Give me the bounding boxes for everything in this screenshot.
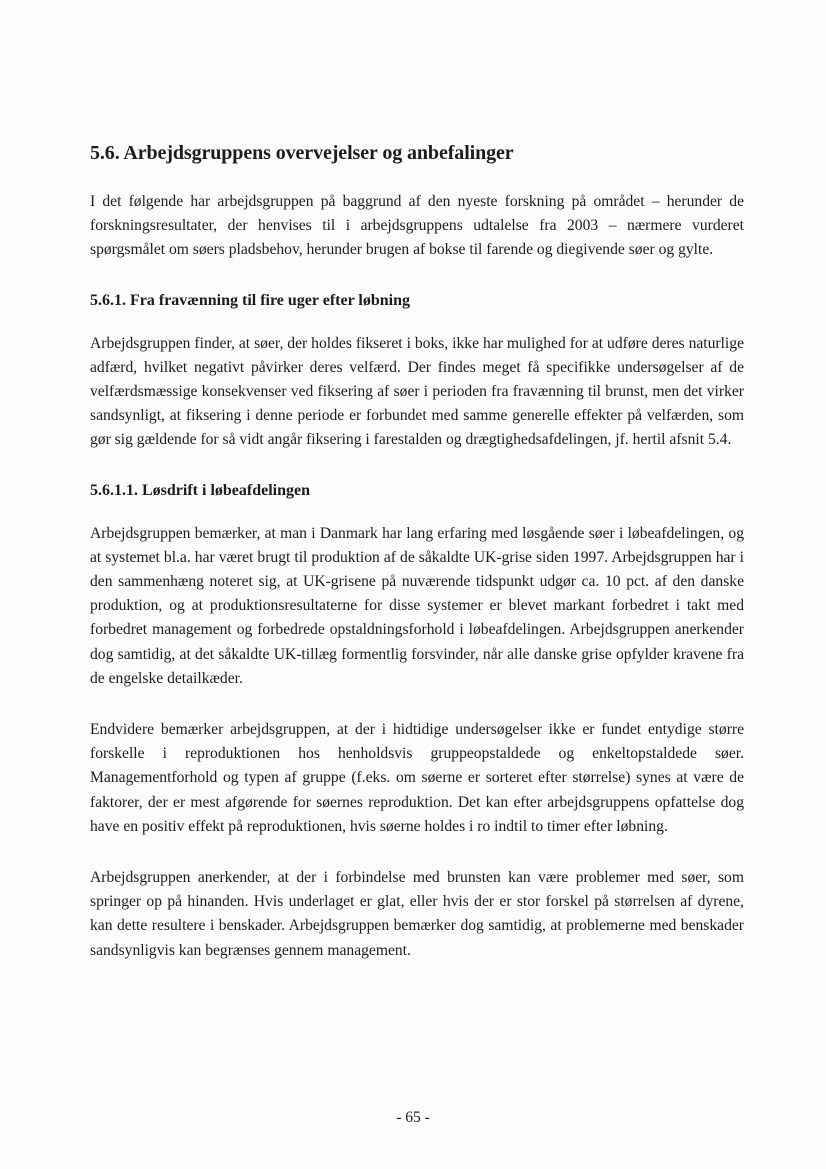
- subsection-heading: 5.6.1. Fra fravænning til fire uger efter løbning: [90, 291, 410, 309]
- body-paragraph: Arbejdsgruppen anerkender, at der i forbindelse med brunsten kan være problemer med søer, som springer op på hinanden. Hvis underlaget er glat, eller hvis der er stor forskel på størrelsen af dyrene, kan dette resultere i benskader. Arbejdsgruppen bemærker dog samtidig, at problemerne med benskader sandsynligvis kan begrænses gennem management.: [90, 869, 744, 959]
- section-heading: 5.6. Arbejdsgruppens overvejelser og anbefalinger: [90, 142, 514, 164]
- page-number: - 65 -: [396, 1109, 430, 1126]
- section-intro-paragraph: I det følgende har arbejdsgruppen på baggrund af den nyeste forskning på området – herunder de forskningsresultater, der henvises til i arbejdsgruppens udtalelse fra 2003 – nærmere vurderet spørgsmålet om søers pladsbehov, herunder brugen af bokse til farende og diegivende søer og gylte.: [90, 193, 744, 259]
- body-paragraph: Arbejdsgruppen bemærker, at man i Danmark har lang erfaring med løsgående søer i løbeafdelingen, og at systemet bl.a. har været brugt til produktion af de såkaldte UK-grise siden 1997. Arbejdsgruppen har i den sammenhæng noteret sig, at UK-grisene på nuværende tidspunkt udgør ca. 10 pct. af den danske produktion, og at produktionsresultaterne for disse systemer er blevet markant forbedret i takt med forbedret management og forbedrede opstaldningsforhold i løbeafdelingen. Arbejdsgruppen anerkender dog samtidig, at det såkaldte UK-tillæg formentlig forsvinder, når alle danske grise opfylder kravene fra de engelske detailkæder.: [90, 524, 744, 687]
- subsubsection-heading: 5.6.1.1. Løsdrift i løbeafdelingen: [90, 481, 311, 499]
- body-paragraph: Endvidere bemærker arbejdsgruppen, at der i hidtidige undersøgelser ikke er fundet entydige større forskelle i reproduktionen hos henholdsvis gruppeopstaldede og enkeltopstaldede søer. Managementforhold og typen af gruppe (f.eks. om søerne er sorteret efter størrelse) synes at være de faktorer, der er mest afgørende for søernes reproduktion. Det kan efter arbejdsgruppens opfattelse dog have en positiv effekt på reproduktionen, hvis søerne holdes i ro indtil to timer efter løbning.: [90, 721, 744, 835]
- subsection-paragraph: Arbejdsgruppen finder, at søer, der holdes fikseret i boks, ikke har mulighed for at udføre deres naturlige adfærd, hvilket negativt påvirker deres velfærd. Der findes meget få specifikke undersøgelser af de velfærdsmæssige konsekvenser ved fiksering af søer i perioden fra fravænning til brunst, men det virker sandsynligt, at fiksering i denne periode er forbundet med samme generelle effekter på velfærden, som gør sig gældende for så vidt angår fiksering i farestalden og drægtighedsafdelingen, jf. hertil afsnit 5.4.: [90, 334, 744, 449]
- document-page: [90, 140, 744, 990]
